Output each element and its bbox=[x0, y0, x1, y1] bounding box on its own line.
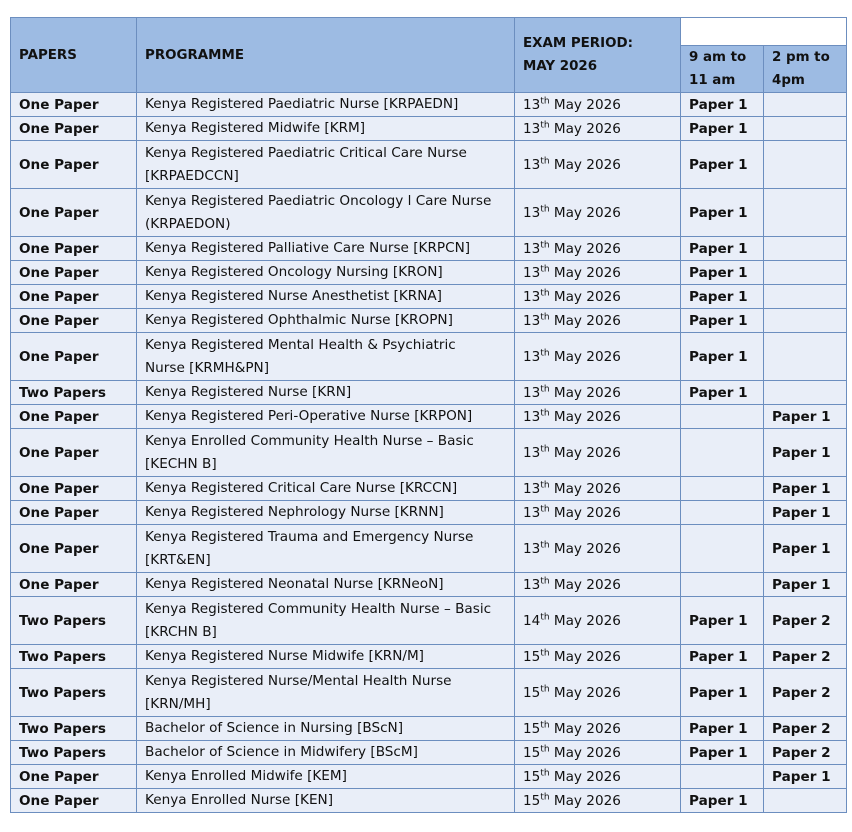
papers-cell: One Paper bbox=[11, 285, 137, 309]
exam-month-year: May 2026 bbox=[553, 348, 621, 365]
exam-day-suffix: th bbox=[540, 443, 550, 454]
programme-line: Kenya Registered Nurse/Mental Health Nurse bbox=[145, 672, 452, 689]
programme-cell bbox=[137, 93, 515, 117]
exam-date-cell bbox=[515, 333, 681, 381]
exam-month-year: May 2026 bbox=[553, 612, 621, 629]
afternoon-slot-cell: Paper 2 bbox=[764, 669, 847, 717]
header-exam-period bbox=[515, 18, 681, 93]
programme-line: Kenya Registered Paediatric Oncology l Care Nurse bbox=[145, 192, 492, 209]
papers-cell: One Paper bbox=[11, 573, 137, 597]
morning-slot-cell bbox=[681, 765, 764, 789]
table-row bbox=[11, 525, 847, 573]
exam-date-cell bbox=[515, 117, 681, 141]
programme-cell bbox=[137, 501, 515, 525]
exam-day: 13 bbox=[523, 204, 541, 221]
exam-day-suffix: th bbox=[540, 539, 550, 550]
table-row bbox=[11, 405, 847, 429]
papers-cell: One Paper bbox=[11, 405, 137, 429]
exam-day-suffix: th bbox=[540, 719, 550, 730]
header-programme: PROGRAMME bbox=[137, 18, 515, 93]
exam-day-suffix: th bbox=[540, 119, 550, 130]
exam-day-suffix: th bbox=[540, 611, 550, 622]
exam-day: 13 bbox=[523, 444, 541, 461]
afternoon-slot-cell bbox=[764, 93, 847, 117]
exam-day-suffix: th bbox=[540, 239, 550, 250]
exam-day: 13 bbox=[523, 288, 541, 305]
programme-line: Kenya Enrolled Midwife [KEM] bbox=[145, 768, 347, 784]
exam-month-year: May 2026 bbox=[553, 576, 621, 593]
exam-date-cell bbox=[515, 765, 681, 789]
programme-line: [KRPAEDCCN] bbox=[145, 167, 239, 184]
header-slot-morning-line2: 11 am bbox=[689, 73, 736, 88]
papers-cell: One Paper bbox=[11, 237, 137, 261]
exam-date-cell bbox=[515, 717, 681, 741]
table-row bbox=[11, 597, 847, 645]
exam-date-cell bbox=[515, 645, 681, 669]
programme-cell bbox=[137, 381, 515, 405]
papers-cell: Two Papers bbox=[11, 381, 137, 405]
exam-date-cell bbox=[515, 405, 681, 429]
morning-slot-cell: Paper 1 bbox=[681, 261, 764, 285]
afternoon-slot-cell bbox=[764, 189, 847, 237]
exam-date-cell bbox=[515, 285, 681, 309]
exam-day-suffix: th bbox=[540, 407, 550, 418]
exam-day: 13 bbox=[523, 240, 541, 257]
programme-line: Kenya Registered Midwife [KRM] bbox=[145, 120, 366, 136]
exam-day: 15 bbox=[523, 720, 541, 737]
morning-slot-cell: Paper 1 bbox=[681, 645, 764, 669]
table-row bbox=[11, 117, 847, 141]
afternoon-slot-cell: Paper 1 bbox=[764, 477, 847, 501]
exam-month-year: May 2026 bbox=[553, 744, 621, 761]
table-row bbox=[11, 261, 847, 285]
exam-month-year: May 2026 bbox=[553, 312, 621, 329]
morning-slot-cell: Paper 1 bbox=[681, 285, 764, 309]
programme-cell bbox=[137, 597, 515, 645]
programme-line: Kenya Registered Nurse Anesthetist [KRNA] bbox=[145, 288, 442, 304]
programme-cell bbox=[137, 717, 515, 741]
morning-slot-cell bbox=[681, 405, 764, 429]
programme-cell bbox=[137, 645, 515, 669]
afternoon-slot-cell bbox=[764, 285, 847, 309]
table-row bbox=[11, 381, 847, 405]
exam-date-cell bbox=[515, 573, 681, 597]
programme-line: Kenya Registered Nurse Midwife [KRN/M] bbox=[145, 648, 424, 664]
header-slot-morning-line1: 9 am to bbox=[689, 50, 747, 65]
exam-day: 13 bbox=[523, 264, 541, 281]
exam-day-suffix: th bbox=[540, 683, 550, 694]
exam-month-year: May 2026 bbox=[553, 240, 621, 257]
papers-cell: One Paper bbox=[11, 189, 137, 237]
exam-day-suffix: th bbox=[540, 155, 550, 166]
exam-day: 13 bbox=[523, 312, 541, 329]
exam-month-year: May 2026 bbox=[553, 648, 621, 665]
table-row bbox=[11, 669, 847, 717]
papers-cell: Two Papers bbox=[11, 645, 137, 669]
exam-day-suffix: th bbox=[540, 479, 550, 490]
programme-line: Kenya Registered Paediatric Critical Care Nurse bbox=[145, 144, 467, 161]
morning-slot-cell: Paper 1 bbox=[681, 141, 764, 189]
programme-cell bbox=[137, 765, 515, 789]
exam-month-year: May 2026 bbox=[553, 204, 621, 221]
programme-cell bbox=[137, 477, 515, 501]
exam-day: 13 bbox=[523, 504, 541, 521]
programme-line: Bachelor of Science in Midwifery [BScM] bbox=[145, 744, 418, 760]
exam-day-suffix: th bbox=[540, 767, 550, 778]
programme-cell bbox=[137, 189, 515, 237]
exam-month-year: May 2026 bbox=[553, 480, 621, 497]
programme-line: Kenya Enrolled Community Health Nurse – Basic bbox=[145, 432, 474, 449]
programme-line: (KRPAEDON) bbox=[145, 215, 231, 232]
exam-month-year: May 2026 bbox=[553, 720, 621, 737]
afternoon-slot-cell: Paper 2 bbox=[764, 741, 847, 765]
exam-day: 13 bbox=[523, 156, 541, 173]
programme-cell bbox=[137, 333, 515, 381]
exam-day-suffix: th bbox=[540, 95, 550, 106]
table-row bbox=[11, 765, 847, 789]
exam-date-cell bbox=[515, 477, 681, 501]
morning-slot-cell: Paper 1 bbox=[681, 117, 764, 141]
morning-slot-cell bbox=[681, 477, 764, 501]
exam-day-suffix: th bbox=[540, 743, 550, 754]
programme-line: Kenya Registered Peri-Operative Nurse [KRPON] bbox=[145, 408, 473, 424]
afternoon-slot-cell bbox=[764, 261, 847, 285]
morning-slot-cell: Paper 1 bbox=[681, 669, 764, 717]
afternoon-slot-cell bbox=[764, 381, 847, 405]
programme-line: [KRT&EN] bbox=[145, 551, 211, 568]
table-row bbox=[11, 237, 847, 261]
exam-day-suffix: th bbox=[540, 647, 550, 658]
programme-line: Kenya Registered Oncology Nursing [KRON] bbox=[145, 264, 443, 280]
table-row bbox=[11, 333, 847, 381]
afternoon-slot-cell: Paper 2 bbox=[764, 645, 847, 669]
papers-cell: One Paper bbox=[11, 501, 137, 525]
exam-day: 13 bbox=[523, 576, 541, 593]
exam-day: 15 bbox=[523, 744, 541, 761]
programme-cell bbox=[137, 525, 515, 573]
programme-line: [KECHN B] bbox=[145, 455, 217, 472]
exam-day: 13 bbox=[523, 480, 541, 497]
exam-date-cell bbox=[515, 429, 681, 477]
exam-month-year: May 2026 bbox=[553, 156, 621, 173]
exam-day-suffix: th bbox=[540, 383, 550, 394]
morning-slot-cell: Paper 1 bbox=[681, 333, 764, 381]
morning-slot-cell bbox=[681, 573, 764, 597]
header-papers: PAPERS bbox=[11, 18, 137, 93]
programme-line: Nurse [KRMH&PN] bbox=[145, 359, 270, 376]
exam-day: 15 bbox=[523, 684, 541, 701]
table-row bbox=[11, 573, 847, 597]
exam-month-year: May 2026 bbox=[553, 540, 621, 557]
papers-cell: Two Papers bbox=[11, 717, 137, 741]
papers-cell: One Paper bbox=[11, 309, 137, 333]
exam-day: 13 bbox=[523, 348, 541, 365]
exam-day: 13 bbox=[523, 120, 541, 137]
afternoon-slot-cell bbox=[764, 309, 847, 333]
exam-date-cell bbox=[515, 141, 681, 189]
papers-cell: One Paper bbox=[11, 117, 137, 141]
table-row bbox=[11, 789, 847, 813]
header-slot-morning bbox=[681, 46, 764, 93]
table-row bbox=[11, 717, 847, 741]
papers-cell: One Paper bbox=[11, 477, 137, 501]
programme-line: Kenya Registered Ophthalmic Nurse [KROPN] bbox=[145, 312, 453, 328]
exam-month-year: May 2026 bbox=[553, 504, 621, 521]
exam-month-year: May 2026 bbox=[553, 96, 621, 113]
exam-day-suffix: th bbox=[540, 503, 550, 514]
afternoon-slot-cell: Paper 1 bbox=[764, 765, 847, 789]
afternoon-slot-cell: Paper 2 bbox=[764, 597, 847, 645]
table-row bbox=[11, 477, 847, 501]
papers-cell: One Paper bbox=[11, 93, 137, 117]
programme-cell bbox=[137, 669, 515, 717]
table-row bbox=[11, 501, 847, 525]
programme-line: Kenya Registered Mental Health & Psychiatric bbox=[145, 336, 456, 353]
programme-cell bbox=[137, 237, 515, 261]
exam-date-cell bbox=[515, 501, 681, 525]
programme-cell bbox=[137, 141, 515, 189]
papers-cell: Two Papers bbox=[11, 597, 137, 645]
table-row bbox=[11, 645, 847, 669]
morning-slot-cell: Paper 1 bbox=[681, 93, 764, 117]
exam-day: 14 bbox=[523, 612, 541, 629]
morning-slot-cell bbox=[681, 429, 764, 477]
exam-date-cell bbox=[515, 93, 681, 117]
papers-cell: One Paper bbox=[11, 141, 137, 189]
papers-cell: One Paper bbox=[11, 333, 137, 381]
table-row bbox=[11, 741, 847, 765]
table-row bbox=[11, 429, 847, 477]
morning-slot-cell: Paper 1 bbox=[681, 789, 764, 813]
exam-day-suffix: th bbox=[540, 347, 550, 358]
afternoon-slot-cell bbox=[764, 789, 847, 813]
exam-day-suffix: th bbox=[540, 791, 550, 802]
morning-slot-cell: Paper 1 bbox=[681, 189, 764, 237]
header-slot-afternoon-line2: 4pm bbox=[772, 73, 805, 88]
table-row bbox=[11, 141, 847, 189]
programme-line: [KRN/MH] bbox=[145, 695, 211, 712]
programme-line: Kenya Registered Critical Care Nurse [KRCCN] bbox=[145, 480, 458, 496]
programme-cell bbox=[137, 789, 515, 813]
exam-date-cell bbox=[515, 525, 681, 573]
afternoon-slot-cell: Paper 1 bbox=[764, 573, 847, 597]
morning-slot-cell: Paper 1 bbox=[681, 597, 764, 645]
exam-day-suffix: th bbox=[540, 263, 550, 274]
exam-day: 15 bbox=[523, 792, 541, 809]
programme-cell bbox=[137, 261, 515, 285]
exam-month-year: May 2026 bbox=[553, 120, 621, 137]
papers-cell: One Paper bbox=[11, 261, 137, 285]
header-exam-period-line1: EXAM PERIOD: bbox=[523, 36, 633, 51]
timetable-body bbox=[11, 93, 847, 813]
exam-day-suffix: th bbox=[540, 575, 550, 586]
morning-slot-cell: Paper 1 bbox=[681, 237, 764, 261]
afternoon-slot-cell: Paper 1 bbox=[764, 429, 847, 477]
papers-cell: One Paper bbox=[11, 765, 137, 789]
exam-date-cell bbox=[515, 789, 681, 813]
afternoon-slot-cell: Paper 1 bbox=[764, 405, 847, 429]
exam-day-suffix: th bbox=[540, 311, 550, 322]
exam-day: 13 bbox=[523, 408, 541, 425]
exam-day-suffix: th bbox=[540, 203, 550, 214]
exam-month-year: May 2026 bbox=[553, 408, 621, 425]
programme-line: [KRCHN B] bbox=[145, 623, 217, 640]
table-row bbox=[11, 93, 847, 117]
programme-line: Kenya Registered Paediatric Nurse [KRPAEDN] bbox=[145, 96, 459, 112]
programme-line: Kenya Enrolled Nurse [KEN] bbox=[145, 792, 334, 808]
morning-slot-cell bbox=[681, 501, 764, 525]
afternoon-slot-cell: Paper 1 bbox=[764, 525, 847, 573]
programme-line: Kenya Registered Community Health Nurse – Basic bbox=[145, 600, 492, 617]
morning-slot-cell: Paper 1 bbox=[681, 717, 764, 741]
programme-cell bbox=[137, 741, 515, 765]
exam-day-suffix: th bbox=[540, 287, 550, 298]
programme-line: Kenya Registered Palliative Care Nurse [KRPCN] bbox=[145, 240, 471, 256]
exam-day: 13 bbox=[523, 384, 541, 401]
exam-day: 15 bbox=[523, 648, 541, 665]
programme-line: Bachelor of Science in Nursing [BScN] bbox=[145, 720, 404, 736]
exam-day: 13 bbox=[523, 96, 541, 113]
table-row bbox=[11, 309, 847, 333]
afternoon-slot-cell: Paper 1 bbox=[764, 501, 847, 525]
programme-cell bbox=[137, 429, 515, 477]
programme-cell bbox=[137, 405, 515, 429]
morning-slot-cell: Paper 1 bbox=[681, 381, 764, 405]
exam-month-year: May 2026 bbox=[553, 684, 621, 701]
programme-cell bbox=[137, 309, 515, 333]
exam-date-cell bbox=[515, 261, 681, 285]
exam-day: 13 bbox=[523, 540, 541, 557]
papers-cell: One Paper bbox=[11, 429, 137, 477]
exam-date-cell bbox=[515, 669, 681, 717]
afternoon-slot-cell bbox=[764, 141, 847, 189]
afternoon-slot-cell bbox=[764, 333, 847, 381]
exam-month-year: May 2026 bbox=[553, 264, 621, 281]
programme-cell bbox=[137, 573, 515, 597]
header-slot-afternoon-line1: 2 pm to bbox=[772, 50, 830, 65]
exam-date-cell bbox=[515, 189, 681, 237]
exam-month-year: May 2026 bbox=[553, 384, 621, 401]
programme-line: Kenya Registered Neonatal Nurse [KRNeoN] bbox=[145, 576, 444, 592]
programme-line: Kenya Registered Trauma and Emergency Nurse bbox=[145, 528, 474, 545]
programme-line: Kenya Registered Nurse [KRN] bbox=[145, 384, 352, 400]
programme-cell bbox=[137, 117, 515, 141]
papers-cell: Two Papers bbox=[11, 669, 137, 717]
exam-date-cell bbox=[515, 309, 681, 333]
exam-date-cell bbox=[515, 597, 681, 645]
exam-date-cell bbox=[515, 237, 681, 261]
exam-timetable bbox=[10, 17, 847, 813]
papers-cell: One Paper bbox=[11, 789, 137, 813]
afternoon-slot-cell bbox=[764, 117, 847, 141]
morning-slot-cell: Paper 1 bbox=[681, 309, 764, 333]
afternoon-slot-cell bbox=[764, 237, 847, 261]
morning-slot-cell: Paper 1 bbox=[681, 741, 764, 765]
exam-day: 15 bbox=[523, 768, 541, 785]
exam-month-year: May 2026 bbox=[553, 444, 621, 461]
exam-month-year: May 2026 bbox=[553, 768, 621, 785]
header-slot-afternoon bbox=[764, 46, 847, 93]
exam-month-year: May 2026 bbox=[553, 288, 621, 305]
table-row bbox=[11, 189, 847, 237]
exam-date-cell bbox=[515, 381, 681, 405]
papers-cell: One Paper bbox=[11, 525, 137, 573]
header-blank bbox=[681, 18, 847, 46]
programme-line: Kenya Registered Nephrology Nurse [KRNN] bbox=[145, 504, 444, 520]
afternoon-slot-cell: Paper 2 bbox=[764, 717, 847, 741]
papers-cell: Two Papers bbox=[11, 741, 137, 765]
header-exam-period-line2: MAY 2026 bbox=[523, 59, 598, 74]
table-row bbox=[11, 285, 847, 309]
exam-date-cell bbox=[515, 741, 681, 765]
programme-cell bbox=[137, 285, 515, 309]
exam-month-year: May 2026 bbox=[553, 792, 621, 809]
morning-slot-cell bbox=[681, 525, 764, 573]
